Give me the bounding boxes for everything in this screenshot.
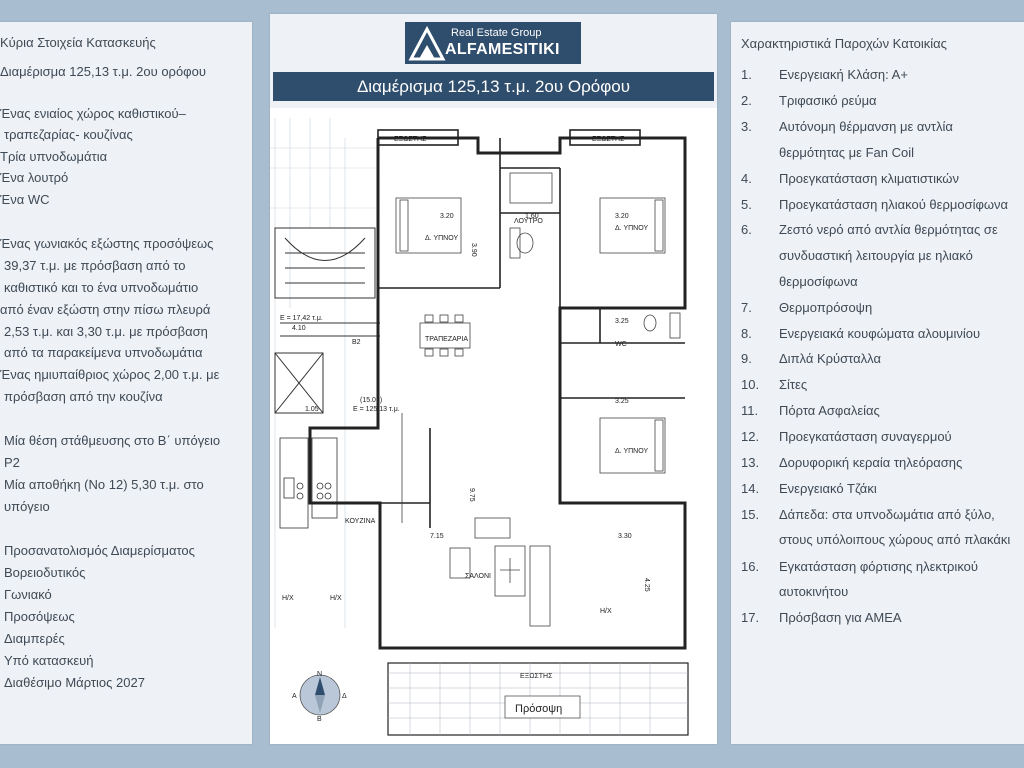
room-bath: ΛΟΥΤΡΟ (514, 218, 543, 225)
amenity-item: Πόρτα Ασφαλείας (779, 403, 880, 418)
amenity-item: Ενεργειακά κουφώματα αλουμινίου (779, 326, 981, 341)
floorplan-panel (270, 14, 717, 744)
dimension: 3.90 (470, 243, 477, 257)
dimension: 1.05 (305, 406, 319, 413)
features-panel-left (0, 22, 252, 744)
area-code: (15.05) (360, 397, 383, 404)
amenity-item: Εγκατάσταση φόρτισης ηλεκτρικού (779, 559, 978, 574)
feature-line: · Ένας ενιαίος χώρος καθιστικού– (0, 103, 186, 124)
amenity-number: 7. (741, 300, 752, 315)
room-living: ΣΑΛΟΝΙ (465, 573, 491, 580)
dimension: 3.20 (615, 213, 629, 220)
room-kitchen: ΚΟΥΖΙΝΑ (345, 518, 376, 525)
feature-line: 39,37 τ.μ. με πρόσβαση από το (4, 258, 186, 273)
compass-east: Δ (342, 693, 347, 700)
apartment-area: Ε = 125,13 τ.μ. (353, 406, 400, 413)
amenity-number: 8. (741, 326, 752, 341)
room-hx: Η/Χ (600, 608, 612, 615)
feature-line: · Μία θέση στάθμευσης στο Β΄ υπόγειο (4, 430, 220, 451)
amenity-item: Αυτόνομη θέρμανση με αντλία (779, 119, 953, 134)
feature-line: · Προσανατολισμός Διαμερίσματος (4, 540, 195, 561)
logo-name: ALFAMESITIKI (445, 41, 560, 58)
amenity-item: θερμοσίφωνα (779, 274, 858, 289)
amenity-number: 4. (741, 171, 752, 186)
amenity-number: 15. (741, 507, 760, 522)
feature-line: καθιστικό και το ένα υπνοδωμάτιο (4, 280, 199, 295)
feature-line: 2,53 τ.μ. και 3,30 τ.μ. με πρόσβαση (4, 324, 208, 339)
compass-north: N (317, 671, 323, 678)
dimension: 1.60 (525, 213, 539, 220)
dimension: 4.25 (643, 578, 650, 592)
floor-plan-drawing (270, 108, 717, 744)
room-hx: Η/Χ (330, 595, 342, 602)
right-heading: Χαρακτηριστικά Παροχών Κατοικίας (741, 36, 947, 51)
left-heading: Κύρια Στοιχεία Κατασκευής (0, 35, 156, 50)
room-bedroom: Δ. ΥΠΝΟΥ (425, 235, 459, 242)
amenity-number: 17. (741, 610, 760, 625)
feature-line: · Ένα WC (0, 189, 49, 210)
feature-line: · Ένα λουτρό (0, 167, 68, 188)
compass-south: Β (317, 716, 322, 723)
logo-tagline: Real Estate Group (451, 27, 542, 39)
dimension: 7.15 (430, 533, 444, 540)
stair-area-label: Ε = 17,42 τ.μ. (280, 315, 323, 322)
feature-line: · Μία αποθήκη (Νο 12) 5,30 τ.μ. στο (4, 474, 204, 495)
amenity-item: Ενεργειακό Τζάκι (779, 481, 877, 496)
feature-line: · Υπό κατασκευή (4, 650, 93, 671)
amenity-item: Ζεστό νερό από αντλία θερμότητας σε (779, 222, 998, 237)
amenity-item: Πρόσβαση για ΑΜΕΑ (779, 610, 902, 625)
feature-line: υπόγειο (4, 499, 50, 514)
amenities-panel (731, 22, 1024, 744)
dimension: 4.10 (292, 325, 306, 332)
dimension: 3.20 (440, 213, 454, 220)
feature-line: από τα παρακείμενα υπνοδωμάτια (4, 345, 203, 360)
amenity-item: Ενεργειακή Κλάση: Α+ (779, 67, 908, 82)
facade-label: Πρόσοψη (515, 703, 563, 715)
room-dining: ΤΡΑΠΕΖΑΡΙΑ (425, 336, 469, 343)
amenity-item: Διπλά Κρύσταλλα (779, 351, 881, 366)
feature-line: P2 (4, 455, 20, 470)
amenity-number: 3. (741, 119, 752, 134)
amenity-number: 2. (741, 93, 752, 108)
plan-title: Διαμέρισμα 125,13 τ.μ. 2ου Ορόφου (273, 72, 714, 101)
amenity-item: Δάπεδα: στα υπνοδωμάτια από ξύλο, (779, 507, 995, 522)
amenity-item: στους υπόλοιπους χώρους από πλακάκι (779, 532, 1011, 547)
amenity-number: 14. (741, 481, 760, 496)
feature-line: · Γωνιακό (4, 584, 52, 605)
amenity-item: Προεγκατάσταση συναγερμού (779, 429, 952, 444)
feature-line: · Ένας γωνιακός εξώστης προσόψεως (0, 233, 213, 254)
amenity-item: Δορυφορική κεραία τηλεόρασης (779, 455, 963, 470)
compass-icon (300, 675, 340, 715)
dimension: 9.75 (468, 488, 475, 502)
amenity-item: Σίτες (779, 377, 808, 392)
amenity-number: 16. (741, 559, 760, 574)
apartment-subtitle: Διαμέρισμα 125,13 τ.μ. 2ου ορόφου (0, 64, 206, 79)
house-logo-icon (407, 23, 447, 63)
feature-line: · Προσόψεως (4, 606, 75, 627)
amenity-item: Θερμοπρόσοψη (779, 300, 873, 315)
feature-line: πρόσβαση από την κουζίνα (4, 389, 163, 404)
amenity-number: 13. (741, 455, 760, 470)
room-balcony: ΕΞΩΣΤΗΣ (394, 136, 427, 143)
company-logo (405, 22, 581, 64)
dimension: 3.25 (615, 318, 629, 325)
b2-label: Β2 (352, 339, 361, 346)
amenity-item: θερμότητας με Fan Coil (779, 145, 914, 160)
amenity-item: αυτοκινήτου (779, 584, 849, 599)
amenity-item: συνδυαστική λειτουργία με ηλιακό (779, 248, 973, 263)
amenity-number: 9. (741, 351, 752, 366)
feature-line: · Τρία υπνοδωμάτια (0, 146, 107, 167)
amenity-number: 10. (741, 377, 760, 392)
amenity-number: 5. (741, 197, 752, 212)
amenity-number: 11. (741, 403, 759, 418)
dimension: 3.30 (618, 533, 632, 540)
amenity-number: 6. (741, 222, 752, 237)
amenity-item: Προεγκατάσταση κλιματιστικών (779, 171, 959, 186)
room-bedroom: Δ. ΥΠΝΟΥ (615, 448, 649, 455)
room-bedroom: Δ. ΥΠΝΟΥ (615, 225, 649, 232)
amenity-item: Τριφασικό ρεύμα (779, 93, 877, 108)
feature-line: · Διαμπερές (4, 628, 65, 649)
feature-line: · Διαθέσιμο Μάρτιος 2027 (4, 672, 145, 693)
feature-line: · από έναν εξώστη στην πίσω πλευρά (0, 299, 210, 320)
amenity-item: Προεγκατάσταση ηλιακού θερμοσίφωνα (779, 197, 1009, 212)
feature-line: τραπεζαρίας- κουζίνας (4, 127, 133, 142)
room-balcony: ΕΞΩΣΤΗΣ (592, 136, 625, 143)
room-wc: WC (615, 341, 627, 348)
dimension: 3.25 (615, 398, 629, 405)
room-hx: Η/Χ (282, 595, 294, 602)
front-balcony-label: ΕΞΩΣΤΗΣ (520, 673, 553, 680)
compass-west: Α (292, 693, 297, 700)
feature-line: · Ένας ημιυπαίθριος χώρος 2,00 τ.μ. με (0, 364, 219, 385)
feature-line: Βορειοδυτικός (4, 565, 86, 580)
amenity-number: 12. (741, 429, 760, 444)
amenity-number: 1. (741, 67, 752, 82)
